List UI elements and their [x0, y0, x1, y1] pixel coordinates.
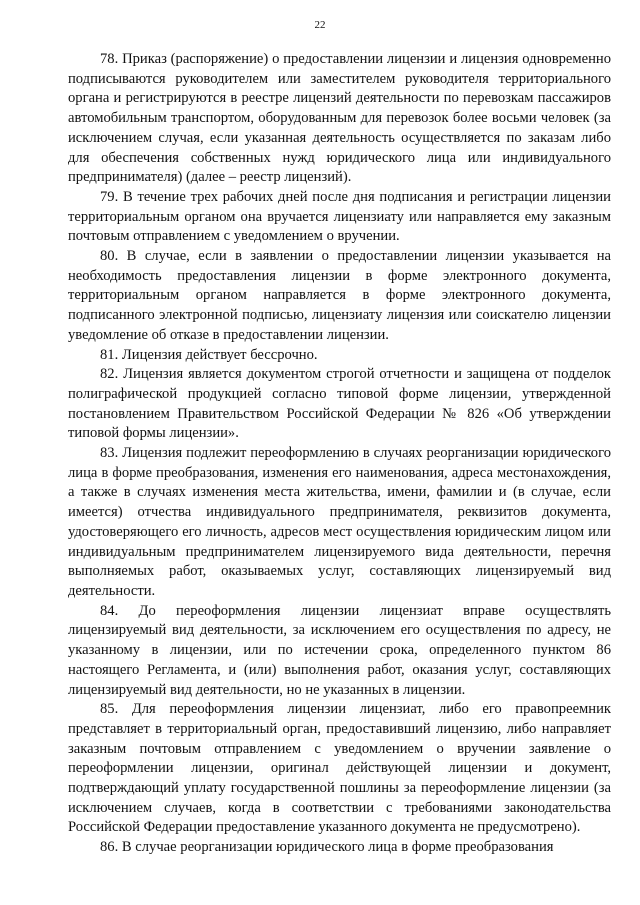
paragraph-82: 82. Лицензия является документом строгой отчетности и защищена от подделок полиграфической продукцией согласно типовой форме лицензии, утвержденной постановлением Правительством Российской Федерации № 826 «Об утверждении типовой формы лицензии».	[68, 366, 611, 442]
paragraph-79: 79. В течение трех рабочих дней после дня подписания и регистрации лицензии территориальным органом она вручается лицензиату или направляется ему заказным почтовым отправлением с уведомлением о вручении.	[68, 188, 611, 245]
paragraph-78: 78. Приказ (распоряжение) о предоставлении лицензии и лицензия одновременно подписываются руководителем или заместителем руководителя территориального органа и регистрируются в реестре лицензий деятельности по перевозкам пассажиров автомобильным транспортом, оборудованным для перевозок более восьми человек (за исключением случая, если указанная деятельность осуществляется по заказам либо для обеспечения собственных нужд юридического лица или индивидуального предпринимателя) (далее – реестр лицензий).	[68, 51, 611, 186]
paragraph-86: 86. В случае реорганизации юридического лица в форме преобразования	[100, 839, 554, 856]
paragraph-85: 85. Для переоформления лицензии лицензиат, либо его правопреемник представляет в территориальный орган, предоставивший лицензию, либо направляет заказным почтовым отправлением с уведомлением о вручении заявление о переоформлении лицензии, оригинал действующей лицензии и документ, подтверждающий уплату государственной пошлины за переоформление лицензии (за исключением случаев, когда в соответствии с требованиями законодательства Российской Федерации предоставление указанного документа не предусмотрено).	[68, 701, 611, 836]
paragraph-81: 81. Лицензия действует бессрочно.	[100, 346, 318, 363]
paragraph-80: 80. В случае, если в заявлении о предоставлении лицензии указывается на необходимость предоставления лицензии в форме электронного документа, территориальным органом направляется в форме электронного документа, подписанного электронной подписью, лицензиату лицензия или соискателю лицензии уведомление об отказе в предоставлении лицензии.	[68, 248, 611, 343]
paragraph-84: 84. До переоформления лицензии лицензиат вправе осуществлять лицензируемый вид деятельности, за исключением его осуществления по адресу, не указанному в лицензии, или по истечении срока, определенного пунктом 86 настоящего Регламента, и (или) выполнения работ, оказания услуг, составляющих лицензируемый вид деятельности, но не указанных в лицензии.	[68, 602, 611, 698]
paragraph-83: 83. Лицензия подлежит переоформлению в случаях реорганизации юридического лица в форме преобразования, изменения его наименования, адреса местонахождения, а также в случаях изменения места жительства, имени, фамилии и (в случае, если имеется) отчества индивидуального предпринимателя, реквизитов документа, удостоверяющего его личность, адресов мест осуществления юридическим лицом или индивидуальным предпринимателем лицензируемого вида деятельности, перечня выполняемых работ, оказываемых услуг, составляющих лицензируемый вид деятельности.	[68, 445, 611, 599]
page-number: 22	[314, 19, 326, 31]
document-body	[68, 50, 611, 858]
